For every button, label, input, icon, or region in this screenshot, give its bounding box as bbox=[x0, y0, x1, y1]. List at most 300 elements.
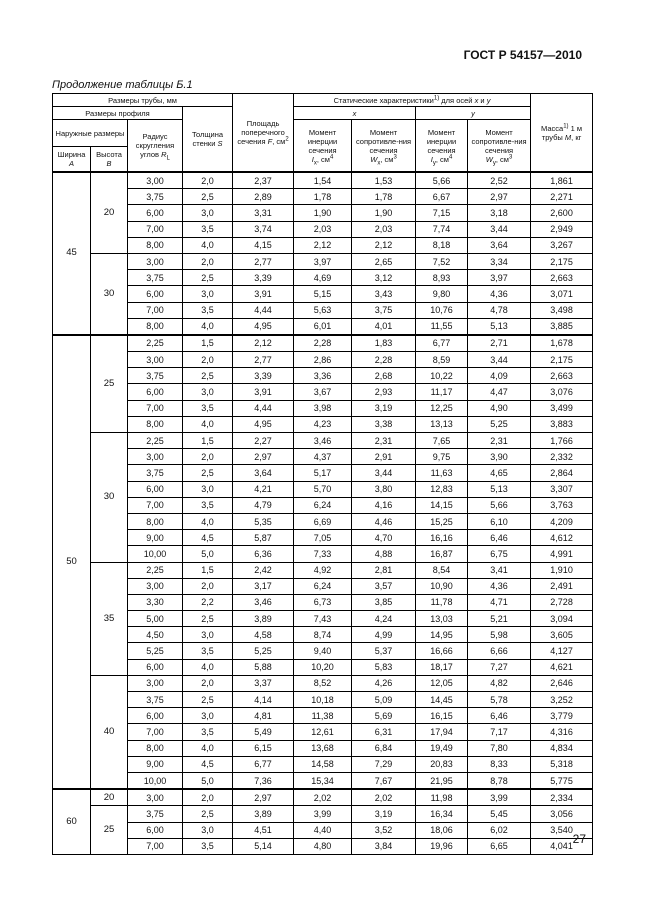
cell-ix: 7,43 bbox=[294, 611, 352, 627]
cell-iy: 8,59 bbox=[416, 352, 468, 368]
cell-r: 8,00 bbox=[128, 237, 183, 253]
cell-ix: 2,86 bbox=[294, 352, 352, 368]
cell-iy: 17,94 bbox=[416, 724, 468, 740]
cell-ix: 10,18 bbox=[294, 692, 352, 708]
table-row bbox=[53, 302, 593, 318]
cell-f: 2,89 bbox=[233, 189, 294, 205]
cell-iy: 15,25 bbox=[416, 513, 468, 529]
cell-wy: 5,66 bbox=[468, 497, 531, 513]
cell-r: 3,75 bbox=[128, 189, 183, 205]
cell-iy: 16,16 bbox=[416, 530, 468, 546]
cell-s: 4,0 bbox=[183, 416, 233, 432]
cell-f: 4,15 bbox=[233, 237, 294, 253]
cell-iy: 7,15 bbox=[416, 205, 468, 221]
cell-s: 3,5 bbox=[183, 643, 233, 659]
cell-wy: 3,90 bbox=[468, 449, 531, 465]
cell-wx: 3,52 bbox=[352, 822, 416, 838]
table-row bbox=[53, 740, 593, 756]
cell-f: 2,77 bbox=[233, 253, 294, 269]
cell-r: 2,25 bbox=[128, 433, 183, 449]
table-header bbox=[53, 94, 593, 173]
table-body bbox=[53, 172, 593, 854]
header-profile-sizes: Размеры профиля bbox=[53, 107, 183, 120]
cell-wx: 4,46 bbox=[352, 513, 416, 529]
cell-wx: 3,38 bbox=[352, 416, 416, 432]
cell-wx: 3,80 bbox=[352, 481, 416, 497]
cell-s: 3,0 bbox=[183, 286, 233, 302]
cell-wy: 2,52 bbox=[468, 172, 531, 189]
table-row bbox=[53, 205, 593, 221]
cell-ix: 5,70 bbox=[294, 481, 352, 497]
cell-iy: 13,03 bbox=[416, 611, 468, 627]
cell-wy: 4,09 bbox=[468, 368, 531, 384]
cell-r: 6,00 bbox=[128, 708, 183, 724]
table-row bbox=[53, 513, 593, 529]
cell-s: 2,0 bbox=[183, 578, 233, 594]
cell-m: 2,600 bbox=[531, 205, 593, 221]
cell-ix: 3,67 bbox=[294, 384, 352, 400]
cell-m: 1,910 bbox=[531, 562, 593, 578]
cell-f: 5,49 bbox=[233, 724, 294, 740]
cell-iy: 5,66 bbox=[416, 172, 468, 189]
cell-f: 3,91 bbox=[233, 384, 294, 400]
cell-r: 7,00 bbox=[128, 497, 183, 513]
cell-iy: 8,54 bbox=[416, 562, 468, 578]
cell-f: 4,44 bbox=[233, 400, 294, 416]
cell-s: 1,5 bbox=[183, 433, 233, 449]
cell-m: 3,498 bbox=[531, 302, 593, 318]
header-wx: Момент сопротивле-ния сечения $W_x$, $см^3$ bbox=[352, 120, 416, 173]
cell-iy: 11,78 bbox=[416, 594, 468, 610]
cell-f: 2,77 bbox=[233, 352, 294, 368]
cell-m: 4,834 bbox=[531, 740, 593, 756]
cell-s: 4,0 bbox=[183, 318, 233, 335]
cell-r: 6,00 bbox=[128, 286, 183, 302]
cell-ix: 8,52 bbox=[294, 675, 352, 691]
cell-m: 2,728 bbox=[531, 594, 593, 610]
cell-wy: 3,18 bbox=[468, 205, 531, 221]
cell-s: 3,0 bbox=[183, 384, 233, 400]
cell-ix: 4,92 bbox=[294, 562, 352, 578]
cell-f: 4,44 bbox=[233, 302, 294, 318]
cell-m: 1,678 bbox=[531, 335, 593, 352]
cell-iy: 14,95 bbox=[416, 627, 468, 643]
cell-f: 4,95 bbox=[233, 318, 294, 335]
cell-iy: 8,93 bbox=[416, 270, 468, 286]
cell-wx: 1,78 bbox=[352, 189, 416, 205]
cell-ix: 1,78 bbox=[294, 189, 352, 205]
cell-wx: 5,83 bbox=[352, 659, 416, 675]
cell-f: 4,21 bbox=[233, 481, 294, 497]
cell-f: 6,77 bbox=[233, 756, 294, 772]
cell-wx: 2,91 bbox=[352, 449, 416, 465]
cell-wx: 6,84 bbox=[352, 740, 416, 756]
cell-height-b: 25 bbox=[91, 806, 128, 855]
cell-r: 3,75 bbox=[128, 806, 183, 822]
cell-iy: 6,77 bbox=[416, 335, 468, 352]
cell-wy: 4,65 bbox=[468, 465, 531, 481]
cell-wx: 1,90 bbox=[352, 205, 416, 221]
table-row bbox=[53, 481, 593, 497]
cell-ix: 8,74 bbox=[294, 627, 352, 643]
cell-f: 6,36 bbox=[233, 546, 294, 562]
table-row bbox=[53, 221, 593, 237]
cell-iy: 7,74 bbox=[416, 221, 468, 237]
cell-m: 1,861 bbox=[531, 172, 593, 189]
table-caption: Продолжение таблицы Б.1 bbox=[52, 79, 193, 91]
cell-s: 5,0 bbox=[183, 772, 233, 789]
cell-wy: 3,97 bbox=[468, 270, 531, 286]
cell-wx: 7,29 bbox=[352, 756, 416, 772]
cell-wy: 3,64 bbox=[468, 237, 531, 253]
header-area: Площадь поперечного сечения F, $см^2$ bbox=[233, 94, 294, 173]
cell-m: 2,663 bbox=[531, 368, 593, 384]
cell-wx: 2,12 bbox=[352, 237, 416, 253]
cell-f: 2,97 bbox=[233, 449, 294, 465]
cell-ix: 2,03 bbox=[294, 221, 352, 237]
cell-s: 4,5 bbox=[183, 530, 233, 546]
cell-ix: 7,05 bbox=[294, 530, 352, 546]
cell-m: 3,071 bbox=[531, 286, 593, 302]
cell-r: 8,00 bbox=[128, 416, 183, 432]
cell-iy: 18,17 bbox=[416, 659, 468, 675]
cell-iy: 7,52 bbox=[416, 253, 468, 269]
pipe-properties-table bbox=[52, 93, 593, 855]
cell-r: 3,00 bbox=[128, 352, 183, 368]
cell-ix: 4,23 bbox=[294, 416, 352, 432]
cell-m: 3,605 bbox=[531, 627, 593, 643]
cell-f: 3,64 bbox=[233, 465, 294, 481]
cell-iy: 10,90 bbox=[416, 578, 468, 594]
cell-iy: 21,95 bbox=[416, 772, 468, 789]
cell-wx: 3,85 bbox=[352, 594, 416, 610]
cell-wx: 2,93 bbox=[352, 384, 416, 400]
cell-m: 2,271 bbox=[531, 189, 593, 205]
cell-iy: 6,67 bbox=[416, 189, 468, 205]
cell-wx: 3,57 bbox=[352, 578, 416, 594]
cell-wx: 1,83 bbox=[352, 335, 416, 352]
cell-f: 3,17 bbox=[233, 578, 294, 594]
cell-s: 3,0 bbox=[183, 627, 233, 643]
header-wy: Момент сопротивле-ния сечения $W_y$, $см^3$ bbox=[468, 120, 531, 173]
header-height: Высота B bbox=[91, 147, 128, 173]
cell-wy: 5,78 bbox=[468, 692, 531, 708]
cell-wx: 6,31 bbox=[352, 724, 416, 740]
cell-ix: 6,69 bbox=[294, 513, 352, 529]
cell-iy: 8,18 bbox=[416, 237, 468, 253]
cell-f: 5,25 bbox=[233, 643, 294, 659]
cell-iy: 9,80 bbox=[416, 286, 468, 302]
cell-m: 4,209 bbox=[531, 513, 593, 529]
table-row bbox=[53, 627, 593, 643]
cell-r: 10,00 bbox=[128, 546, 183, 562]
cell-r: 3,75 bbox=[128, 368, 183, 384]
header-thickness: Толщина стенки S bbox=[183, 107, 233, 173]
cell-f: 2,27 bbox=[233, 433, 294, 449]
cell-s: 2,5 bbox=[183, 270, 233, 286]
cell-ix: 1,54 bbox=[294, 172, 352, 189]
cell-iy: 7,65 bbox=[416, 433, 468, 449]
cell-wy: 3,99 bbox=[468, 789, 531, 806]
cell-width-a: 45 bbox=[53, 172, 91, 335]
table-row bbox=[53, 675, 593, 691]
cell-m: 4,127 bbox=[531, 643, 593, 659]
cell-wy: 7,27 bbox=[468, 659, 531, 675]
cell-wy: 6,66 bbox=[468, 643, 531, 659]
cell-wy: 8,33 bbox=[468, 756, 531, 772]
cell-s: 3,0 bbox=[183, 708, 233, 724]
cell-f: 3,46 bbox=[233, 594, 294, 610]
cell-f: 4,81 bbox=[233, 708, 294, 724]
cell-wy: 5,98 bbox=[468, 627, 531, 643]
cell-wy: 5,25 bbox=[468, 416, 531, 432]
cell-r: 7,00 bbox=[128, 838, 183, 854]
cell-r: 3,75 bbox=[128, 465, 183, 481]
cell-s: 4,0 bbox=[183, 740, 233, 756]
cell-wx: 4,70 bbox=[352, 530, 416, 546]
cell-wx: 7,67 bbox=[352, 772, 416, 789]
cell-m: 2,864 bbox=[531, 465, 593, 481]
cell-s: 4,0 bbox=[183, 513, 233, 529]
cell-wx: 4,01 bbox=[352, 318, 416, 335]
cell-height-b: 35 bbox=[91, 562, 128, 675]
cell-ix: 5,17 bbox=[294, 465, 352, 481]
cell-r: 2,25 bbox=[128, 335, 183, 352]
cell-ix: 4,37 bbox=[294, 449, 352, 465]
cell-r: 7,00 bbox=[128, 221, 183, 237]
cell-r: 3,00 bbox=[128, 789, 183, 806]
cell-f: 4,14 bbox=[233, 692, 294, 708]
cell-ix: 6,01 bbox=[294, 318, 352, 335]
cell-ix: 4,80 bbox=[294, 838, 352, 854]
table-row bbox=[53, 838, 593, 854]
cell-r: 7,00 bbox=[128, 400, 183, 416]
cell-wx: 2,03 bbox=[352, 221, 416, 237]
cell-wx: 2,81 bbox=[352, 562, 416, 578]
cell-m: 3,267 bbox=[531, 237, 593, 253]
cell-m: 5,318 bbox=[531, 756, 593, 772]
cell-r: 3,00 bbox=[128, 578, 183, 594]
cell-wx: 5,37 bbox=[352, 643, 416, 659]
cell-wx: 4,26 bbox=[352, 675, 416, 691]
table-row bbox=[53, 578, 593, 594]
cell-wy: 4,36 bbox=[468, 286, 531, 302]
cell-ix: 2,12 bbox=[294, 237, 352, 253]
cell-wy: 4,78 bbox=[468, 302, 531, 318]
cell-m: 3,883 bbox=[531, 416, 593, 432]
cell-iy: 12,25 bbox=[416, 400, 468, 416]
cell-wx: 4,99 bbox=[352, 627, 416, 643]
cell-iy: 16,66 bbox=[416, 643, 468, 659]
cell-iy: 14,45 bbox=[416, 692, 468, 708]
table-row bbox=[53, 497, 593, 513]
cell-m: 3,076 bbox=[531, 384, 593, 400]
cell-r: 6,00 bbox=[128, 481, 183, 497]
cell-s: 3,5 bbox=[183, 497, 233, 513]
cell-ix: 2,02 bbox=[294, 789, 352, 806]
cell-r: 9,00 bbox=[128, 756, 183, 772]
table-row bbox=[53, 643, 593, 659]
cell-wx: 2,02 bbox=[352, 789, 416, 806]
cell-wx: 2,28 bbox=[352, 352, 416, 368]
cell-wy: 6,46 bbox=[468, 530, 531, 546]
cell-iy: 10,22 bbox=[416, 368, 468, 384]
cell-width-a: 50 bbox=[53, 335, 91, 789]
table-row bbox=[53, 465, 593, 481]
cell-f: 5,88 bbox=[233, 659, 294, 675]
cell-ix: 13,68 bbox=[294, 740, 352, 756]
cell-m: 4,316 bbox=[531, 724, 593, 740]
cell-s: 2,5 bbox=[183, 465, 233, 481]
cell-ix: 10,20 bbox=[294, 659, 352, 675]
cell-s: 3,0 bbox=[183, 205, 233, 221]
cell-wx: 3,75 bbox=[352, 302, 416, 318]
cell-f: 3,89 bbox=[233, 806, 294, 822]
cell-iy: 16,87 bbox=[416, 546, 468, 562]
cell-r: 9,00 bbox=[128, 530, 183, 546]
cell-wx: 1,53 bbox=[352, 172, 416, 189]
cell-iy: 11,63 bbox=[416, 465, 468, 481]
cell-m: 2,646 bbox=[531, 675, 593, 691]
table-row bbox=[53, 756, 593, 772]
cell-f: 7,36 bbox=[233, 772, 294, 789]
cell-m: 3,252 bbox=[531, 692, 593, 708]
table-row bbox=[53, 172, 593, 189]
cell-wy: 4,47 bbox=[468, 384, 531, 400]
cell-wy: 6,10 bbox=[468, 513, 531, 529]
cell-ix: 14,58 bbox=[294, 756, 352, 772]
cell-m: 3,779 bbox=[531, 708, 593, 724]
cell-wy: 5,13 bbox=[468, 318, 531, 335]
cell-iy: 11,17 bbox=[416, 384, 468, 400]
header-ix: Момент инерции сечения $I_x$, $см^4$ bbox=[294, 120, 352, 173]
cell-height-b: 30 bbox=[91, 253, 128, 334]
cell-r: 8,00 bbox=[128, 513, 183, 529]
cell-wy: 6,75 bbox=[468, 546, 531, 562]
cell-s: 2,2 bbox=[183, 594, 233, 610]
cell-m: 3,056 bbox=[531, 806, 593, 822]
cell-m: 4,612 bbox=[531, 530, 593, 546]
cell-wx: 3,43 bbox=[352, 286, 416, 302]
table-row bbox=[53, 692, 593, 708]
table-row bbox=[53, 416, 593, 432]
cell-wy: 5,13 bbox=[468, 481, 531, 497]
table-row bbox=[53, 594, 593, 610]
table-row bbox=[53, 368, 593, 384]
cell-m: 2,175 bbox=[531, 352, 593, 368]
cell-iy: 20,83 bbox=[416, 756, 468, 772]
cell-wy: 3,41 bbox=[468, 562, 531, 578]
cell-wx: 4,24 bbox=[352, 611, 416, 627]
cell-r: 6,00 bbox=[128, 822, 183, 838]
cell-ix: 4,69 bbox=[294, 270, 352, 286]
cell-f: 3,74 bbox=[233, 221, 294, 237]
cell-iy: 13,13 bbox=[416, 416, 468, 432]
cell-r: 3,30 bbox=[128, 594, 183, 610]
cell-r: 4,50 bbox=[128, 627, 183, 643]
cell-ix: 3,46 bbox=[294, 433, 352, 449]
table-row bbox=[53, 562, 593, 578]
cell-s: 3,5 bbox=[183, 724, 233, 740]
cell-r: 6,00 bbox=[128, 659, 183, 675]
cell-ix: 3,99 bbox=[294, 806, 352, 822]
cell-wy: 3,44 bbox=[468, 352, 531, 368]
cell-iy: 18,06 bbox=[416, 822, 468, 838]
header-axis-x: x bbox=[294, 107, 416, 120]
cell-s: 2,5 bbox=[183, 189, 233, 205]
table-row bbox=[53, 659, 593, 675]
cell-f: 3,31 bbox=[233, 205, 294, 221]
table-row bbox=[53, 708, 593, 724]
cell-f: 2,42 bbox=[233, 562, 294, 578]
cell-wy: 3,34 bbox=[468, 253, 531, 269]
cell-ix: 15,34 bbox=[294, 772, 352, 789]
table-row bbox=[53, 806, 593, 822]
cell-wy: 7,80 bbox=[468, 740, 531, 756]
cell-ix: 6,24 bbox=[294, 497, 352, 513]
cell-ix: 5,63 bbox=[294, 302, 352, 318]
cell-f: 6,15 bbox=[233, 740, 294, 756]
header-pipe-sizes: Размеры трубы, мм bbox=[53, 94, 233, 107]
cell-iy: 12,05 bbox=[416, 675, 468, 691]
table-row bbox=[53, 237, 593, 253]
cell-m: 3,499 bbox=[531, 400, 593, 416]
cell-wx: 4,88 bbox=[352, 546, 416, 562]
cell-iy: 14,15 bbox=[416, 497, 468, 513]
cell-s: 3,5 bbox=[183, 838, 233, 854]
cell-wx: 5,09 bbox=[352, 692, 416, 708]
header-radius: Радиус скругления углов $R_L$ bbox=[128, 120, 183, 173]
cell-s: 5,0 bbox=[183, 546, 233, 562]
cell-m: 2,949 bbox=[531, 221, 593, 237]
cell-s: 2,0 bbox=[183, 253, 233, 269]
cell-wy: 6,02 bbox=[468, 822, 531, 838]
cell-r: 8,00 bbox=[128, 318, 183, 335]
cell-ix: 3,98 bbox=[294, 400, 352, 416]
cell-r: 3,75 bbox=[128, 270, 183, 286]
cell-f: 5,87 bbox=[233, 530, 294, 546]
cell-s: 1,5 bbox=[183, 562, 233, 578]
cell-f: 4,79 bbox=[233, 497, 294, 513]
cell-s: 2,5 bbox=[183, 692, 233, 708]
cell-iy: 10,76 bbox=[416, 302, 468, 318]
cell-s: 1,5 bbox=[183, 335, 233, 352]
table-row bbox=[53, 286, 593, 302]
table-row bbox=[53, 822, 593, 838]
cell-s: 3,0 bbox=[183, 822, 233, 838]
table-row bbox=[53, 449, 593, 465]
cell-f: 5,14 bbox=[233, 838, 294, 854]
cell-height-b: 20 bbox=[91, 172, 128, 253]
cell-s: 4,0 bbox=[183, 659, 233, 675]
cell-wy: 2,97 bbox=[468, 189, 531, 205]
cell-iy: 9,75 bbox=[416, 449, 468, 465]
table-row bbox=[53, 611, 593, 627]
cell-m: 2,491 bbox=[531, 578, 593, 594]
cell-r: 7,00 bbox=[128, 302, 183, 318]
cell-s: 2,0 bbox=[183, 789, 233, 806]
cell-f: 3,91 bbox=[233, 286, 294, 302]
cell-wy: 2,31 bbox=[468, 433, 531, 449]
cell-r: 5,25 bbox=[128, 643, 183, 659]
cell-m: 2,332 bbox=[531, 449, 593, 465]
header-iy: Момент инерции сечения $I_y$, $см^4$ bbox=[416, 120, 468, 173]
cell-f: 4,58 bbox=[233, 627, 294, 643]
cell-wy: 4,90 bbox=[468, 400, 531, 416]
cell-wy: 5,21 bbox=[468, 611, 531, 627]
table-row bbox=[53, 789, 593, 806]
cell-s: 2,0 bbox=[183, 675, 233, 691]
